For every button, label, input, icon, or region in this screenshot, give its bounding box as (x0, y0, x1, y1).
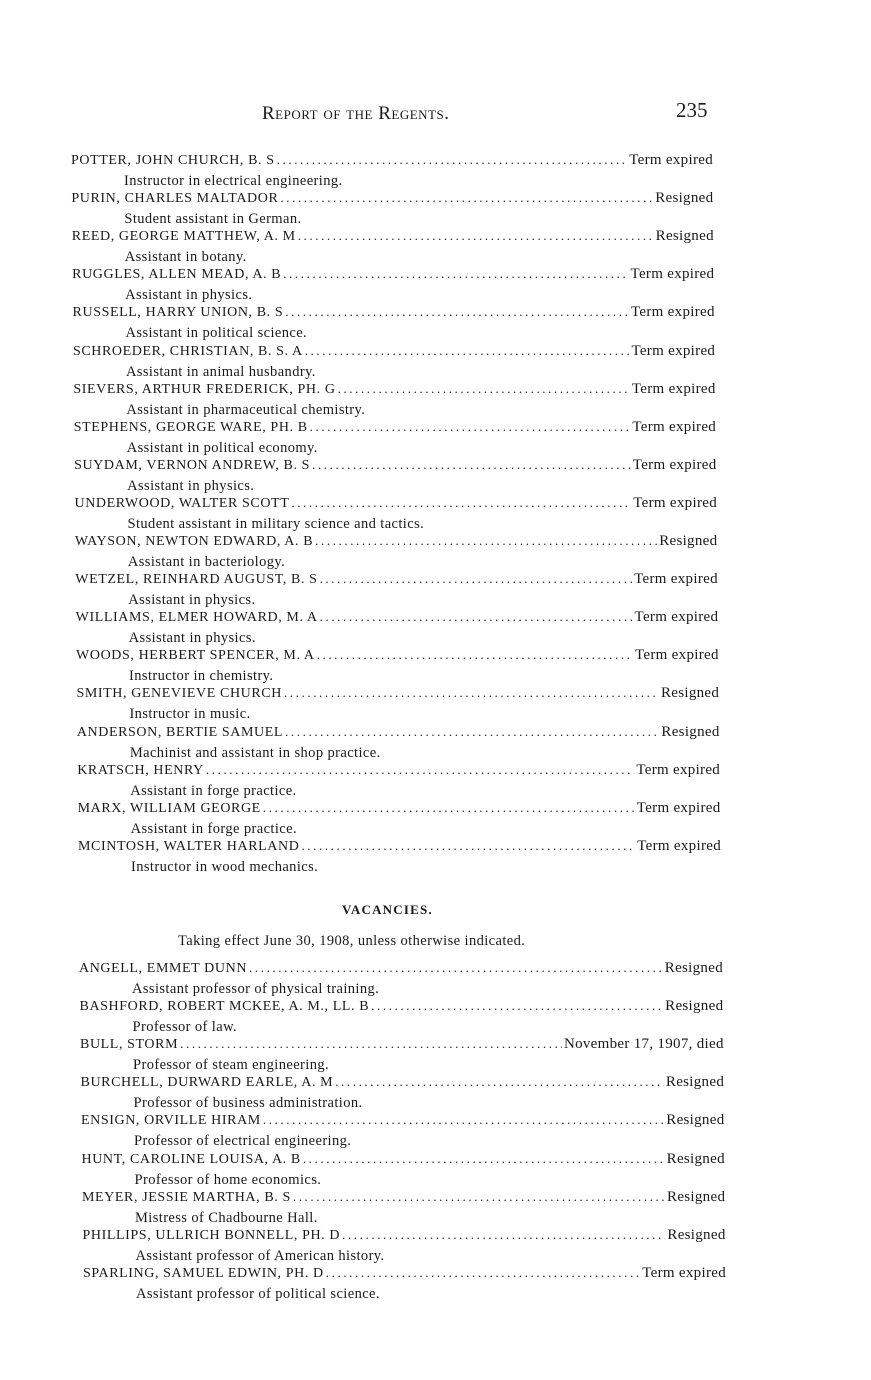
entry-status: Term expired (632, 456, 717, 473)
entry-line (74, 457, 716, 477)
entry-status: Term expired (631, 380, 716, 397)
dot-leader (301, 838, 635, 854)
entry-line (75, 571, 718, 591)
staff-entry (73, 381, 715, 419)
dot-leader (310, 419, 631, 435)
staff-entry (71, 190, 713, 228)
dot-leader (291, 495, 631, 511)
dot-leader (317, 647, 633, 663)
entry-status: Term expired (630, 266, 715, 283)
staff-entry (82, 1189, 725, 1227)
dot-leader (180, 1036, 562, 1052)
entry-name: RUSSELL, HARRY UNION, B. S (72, 305, 284, 321)
entry-line (83, 1227, 726, 1247)
entry-name: WILLIAMS, ELMER HOWARD, M. A (75, 610, 318, 626)
entry-position: Instructor in wood mechanics. (131, 858, 319, 875)
entry-position: Mistress of Chadbourne Hall. (135, 1209, 318, 1226)
dot-leader (293, 1189, 665, 1205)
entry-line (82, 1189, 725, 1209)
staff-entry (78, 800, 721, 838)
entry-line (72, 228, 714, 248)
entry-status: Resigned (667, 1188, 726, 1205)
staff-entry (75, 495, 718, 533)
entry-name: WETZEL, REINHARD AUGUST, B. S (75, 572, 318, 588)
entry-status: Resigned (660, 685, 720, 702)
page-number: 235 (676, 98, 708, 122)
entry-name: POTTER, JOHN CHURCH, B. S (71, 153, 275, 168)
entry-position: Professor of home economics. (134, 1171, 322, 1188)
staff-entry (78, 838, 721, 876)
entry-status: Resigned (659, 533, 718, 549)
entry-name: ANDERSON, BERTIE SAMUEL (76, 724, 284, 740)
entry-name: SUYDAM, VERNON ANDREW, B. S (74, 457, 311, 473)
entry-status: Term expired (634, 571, 718, 588)
entry-line (79, 960, 723, 980)
entry-status: November 17, 1907, died (563, 1036, 724, 1053)
entry-name: REED, GEORGE MATTHEW, A. M (71, 229, 296, 245)
staff-entry (71, 152, 713, 190)
dot-leader (305, 343, 630, 359)
entry-position: Assistant in political economy. (126, 439, 318, 456)
staff-entry (75, 533, 718, 571)
entry-name: ENSIGN, ORVILLE HIRAM (81, 1113, 261, 1129)
entry-name: KRATSCH, HENRY (77, 762, 204, 778)
entry-line (74, 419, 716, 439)
entry-name: STEPHENS, GEORGE WARE, PH. B (73, 419, 308, 435)
entry-position: Student assistant in German. (124, 211, 302, 228)
entry-name: ANGELL, EMMET DUNN (79, 961, 248, 976)
entry-name: BURCHELL, DURWARD EARLE, A. M (80, 1075, 334, 1091)
entry-line (73, 304, 715, 324)
entry-line (80, 1036, 724, 1056)
entry-name: RUGGLES, ALLEN MEAD, A. B (72, 267, 282, 283)
entry-line (73, 381, 715, 401)
entry-line (80, 998, 724, 1018)
entry-position: Machinist and assistant in shop practice. (129, 744, 381, 761)
entry-position: Assistant professor of physical training. (132, 981, 380, 997)
entry-position: Assistant in physics. (125, 287, 253, 304)
entry-status: Term expired (633, 494, 717, 511)
entry-position: Assistant professor of American history. (135, 1247, 385, 1264)
entry-position: Assistant in forge practice. (130, 782, 297, 799)
entry-name: PURIN, CHARLES MALTADOR (71, 191, 279, 207)
dot-leader (249, 960, 663, 976)
staff-entry (81, 1074, 725, 1112)
entry-name: BASHFORD, ROBERT MCKEE, A. M., LL. B (79, 999, 370, 1015)
entry-line (75, 495, 718, 515)
dot-leader (338, 381, 630, 397)
entry-position: Assistant in political science. (125, 325, 308, 342)
entry-status: Term expired (629, 152, 713, 168)
staff-entry (74, 419, 716, 457)
staff-entry (72, 228, 714, 266)
dot-leader (371, 998, 663, 1014)
staff-entry (72, 266, 714, 304)
staff-entry (77, 762, 720, 800)
dot-leader (298, 228, 654, 244)
entry-name: WOODS, HERBERT SPENCER, M. A (76, 648, 315, 664)
entry-position: Instructor in electrical engineering. (124, 173, 343, 189)
entry-status: Resigned (655, 190, 714, 207)
dot-leader (283, 266, 628, 282)
entry-status: Resigned (665, 998, 724, 1015)
entry-status: Resigned (665, 1074, 725, 1091)
entry-status: Resigned (655, 228, 714, 245)
entry-line (77, 724, 720, 744)
entry-line (76, 647, 719, 667)
staff-entry (76, 647, 719, 685)
entry-name: SMITH, GENEVIEVE CHURCH (76, 686, 282, 702)
staff-entry (83, 1265, 726, 1303)
entry-line (76, 609, 719, 629)
entry-status: Term expired (631, 342, 716, 359)
entry-position: Assistant in forge practice. (130, 820, 297, 837)
entry-line (81, 1112, 725, 1132)
staff-entry (77, 724, 720, 762)
entry-position: Professor of business administration. (133, 1095, 363, 1112)
entry-position: Assistant in bacteriology. (127, 554, 286, 570)
vacancies-heading: VACANCIES. (342, 902, 433, 917)
entry-status: Term expired (642, 1264, 726, 1281)
entry-position: Assistant in animal husbandry. (125, 363, 316, 380)
entry-name: SIEVERS, ARTHUR FREDERICK, PH. G (73, 381, 336, 397)
entry-status: Term expired (635, 647, 719, 664)
entry-position: Instructor in chemistry. (129, 668, 274, 685)
entry-position: Instructor in music. (129, 706, 251, 723)
entry-line (75, 533, 718, 553)
staff-entry (83, 1227, 726, 1265)
entry-name: SCHROEDER, CHRISTIAN, B. S. A (72, 343, 303, 359)
entry-line (71, 152, 713, 172)
dot-leader (285, 304, 629, 320)
entry-position: Assistant in physics. (127, 477, 255, 494)
entry-line (82, 1151, 725, 1171)
entry-status: Term expired (631, 304, 715, 321)
staff-entry (80, 1036, 724, 1074)
entry-line (71, 190, 713, 210)
dot-leader (335, 1074, 664, 1090)
staff-entry (74, 457, 716, 495)
dot-leader (285, 724, 659, 740)
staff-entry (81, 1112, 725, 1150)
entry-position: Assistant in physics. (128, 630, 256, 647)
entry-position: Professor of steam engineering. (133, 1057, 330, 1074)
running-head-title: Report of the Regents. (262, 103, 450, 124)
entry-position: Assistant professor of political science. (136, 1285, 380, 1302)
dot-leader (280, 190, 653, 206)
entry-name: MARX, WILLIAM GEORGE (77, 800, 261, 816)
staff-entry (80, 998, 724, 1036)
entry-status: Resigned (664, 960, 723, 976)
entry-name: UNDERWOOD, WALTER SCOTT (74, 495, 290, 511)
entry-name: SPARLING, SAMUEL EDWIN, PH. D (83, 1265, 324, 1281)
entry-status: Resigned (667, 1226, 726, 1243)
entry-position: Assistant in physics. (128, 592, 256, 609)
dot-leader (206, 762, 634, 778)
entry-name: BULL, STORM (80, 1037, 179, 1053)
dot-leader (320, 609, 633, 625)
entry-position: Assistant in botany. (124, 249, 247, 266)
entry-name: MCINTOSH, WALTER HARLAND (78, 838, 300, 854)
entry-position: Professor of law. (132, 1019, 238, 1036)
staff-entry (75, 571, 718, 609)
entry-name: HUNT, CAROLINE LOUISA, A. B (81, 1151, 301, 1167)
staff-entry (82, 1151, 725, 1189)
staff-entry (73, 304, 715, 342)
entry-position: Assistant in pharmaceutical chemistry. (126, 401, 366, 418)
dot-leader (263, 800, 635, 816)
dot-leader (303, 1151, 665, 1167)
entry-line (72, 266, 714, 286)
entry-position: Student assistant in military science and tactics. (127, 515, 425, 532)
dot-leader (326, 1265, 640, 1281)
dot-leader (342, 1227, 665, 1243)
entry-line (77, 762, 720, 782)
dot-leader (263, 1112, 664, 1128)
entry-status: Term expired (637, 837, 721, 854)
dot-leader (320, 571, 633, 587)
entry-status: Term expired (634, 609, 719, 626)
entry-status: Term expired (632, 418, 717, 435)
entry-line (81, 1074, 725, 1094)
entry-status: Resigned (666, 1112, 725, 1129)
staff-entry (76, 685, 719, 723)
entry-line (76, 685, 719, 705)
entry-line (83, 1265, 726, 1285)
entry-status: Term expired (636, 761, 721, 778)
entry-line (78, 838, 721, 858)
dot-leader (284, 685, 659, 701)
entry-name: WAYSON, NEWTON EDWARD, A. B (74, 534, 314, 549)
staff-entry (76, 609, 719, 647)
entry-status: Resigned (666, 1150, 725, 1167)
entry-status: Resigned (661, 723, 720, 740)
entry-position: Professor of electrical engineering. (134, 1133, 352, 1150)
dot-leader (312, 457, 631, 473)
dot-leader (315, 533, 657, 549)
entry-status: Term expired (636, 799, 721, 816)
dot-leader (277, 152, 628, 168)
vacancies-note: Taking effect June 30, 1908, unless otherwise indicated. (178, 933, 526, 949)
entry-name: PHILLIPS, ULLRICH BONNELL, PH. D (82, 1227, 341, 1243)
staff-entry (79, 960, 723, 998)
staff-entry (73, 343, 715, 381)
entry-line (73, 343, 715, 363)
entry-name: MEYER, JESSIE MARTHA, B. S (82, 1189, 291, 1205)
entry-line (78, 800, 721, 820)
